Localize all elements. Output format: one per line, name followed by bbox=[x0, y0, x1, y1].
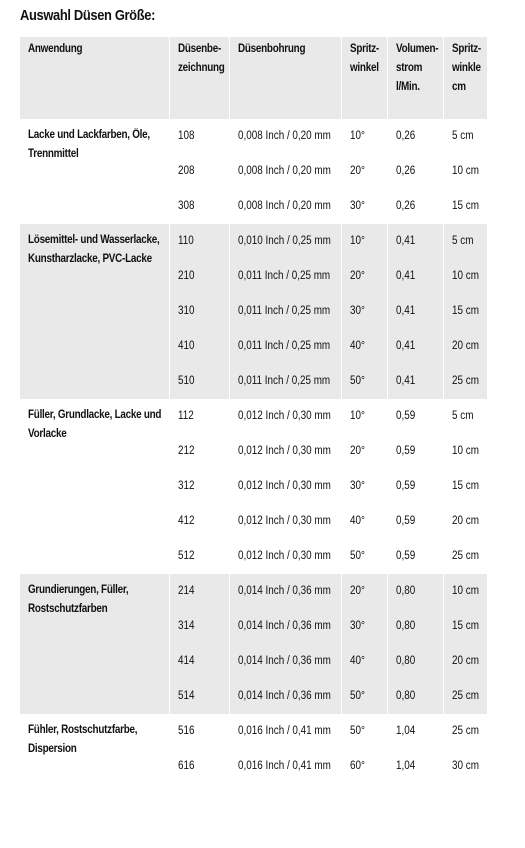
anwendung-text: Lacke und Lackfarben, Öle, Trennmittel bbox=[28, 129, 150, 160]
cell-duesenbezeichnung-text: 210 bbox=[177, 270, 195, 282]
cell-volumenstrom bbox=[387, 609, 443, 644]
cell-volumenstrom bbox=[387, 294, 443, 329]
nozzle-table-container bbox=[20, 37, 487, 784]
cell-duesenbezeichnung bbox=[169, 329, 229, 364]
cell-volumenstrom-text: 0,80 bbox=[395, 655, 415, 667]
cell-spritzwinkle-cm bbox=[443, 399, 487, 434]
cell-spritzwinkle-cm bbox=[443, 224, 487, 259]
cell-spritzwinkle-cm-text: 5 cm bbox=[451, 235, 473, 247]
cell-duesenbezeichnung-text: 112 bbox=[177, 410, 194, 422]
cell-duesenbezeichnung bbox=[169, 119, 229, 154]
cell-volumenstrom bbox=[387, 679, 443, 714]
cell-spritzwinkel bbox=[341, 224, 387, 259]
cell-duesenbohrung bbox=[229, 539, 341, 574]
cell-volumenstrom-text: 0,41 bbox=[395, 375, 415, 387]
cell-spritzwinkel bbox=[341, 259, 387, 294]
cell-spritzwinkel bbox=[341, 504, 387, 539]
cell-duesenbohrung bbox=[229, 294, 341, 329]
cell-spritzwinkel bbox=[341, 714, 387, 749]
cell-spritzwinkel bbox=[341, 749, 387, 784]
cell-spritzwinkle-cm-text: 10 cm bbox=[451, 585, 479, 597]
cell-duesenbohrung bbox=[229, 714, 341, 749]
cell-spritzwinkel bbox=[341, 434, 387, 469]
cell-volumenstrom-text: 0,26 bbox=[395, 200, 415, 212]
header-spritzwinkel: Spritz- winkel bbox=[341, 37, 387, 119]
table-row bbox=[20, 224, 487, 259]
table-body bbox=[20, 119, 487, 784]
cell-volumenstrom-text: 0,59 bbox=[395, 410, 415, 422]
cell-duesenbohrung-text: 0,011 Inch / 0,25 mm bbox=[237, 305, 330, 317]
cell-volumenstrom bbox=[387, 189, 443, 224]
cell-spritzwinkel-text: 30° bbox=[349, 620, 365, 632]
cell-spritzwinkel-text: 20° bbox=[349, 445, 365, 457]
cell-duesenbohrung bbox=[229, 329, 341, 364]
cell-duesenbezeichnung bbox=[169, 749, 229, 784]
cell-duesenbohrung-text: 0,014 Inch / 0,36 mm bbox=[237, 620, 331, 632]
cell-duesenbohrung-text: 0,011 Inch / 0,25 mm bbox=[237, 375, 330, 387]
table-header-row bbox=[20, 37, 487, 119]
cell-duesenbohrung-text: 0,011 Inch / 0,25 mm bbox=[237, 340, 330, 352]
cell-spritzwinkle-cm bbox=[443, 469, 487, 504]
cell-spritzwinkle-cm bbox=[443, 714, 487, 749]
cell-volumenstrom bbox=[387, 154, 443, 189]
cell-duesenbohrung-text: 0,008 Inch / 0,20 mm bbox=[237, 200, 331, 212]
cell-spritzwinkle-cm-text: 20 cm bbox=[451, 340, 479, 352]
cell-volumenstrom bbox=[387, 539, 443, 574]
cell-spritzwinkle-cm bbox=[443, 539, 487, 574]
cell-duesenbezeichnung-text: 616 bbox=[177, 760, 195, 772]
cell-spritzwinkel bbox=[341, 294, 387, 329]
cell-duesenbezeichnung bbox=[169, 504, 229, 539]
cell-spritzwinkle-cm bbox=[443, 259, 487, 294]
cell-duesenbezeichnung-text: 412 bbox=[177, 515, 195, 527]
cell-spritzwinkle-cm-text: 20 cm bbox=[451, 515, 479, 527]
table-row bbox=[20, 119, 487, 154]
cell-spritzwinkle-cm-text: 5 cm bbox=[451, 410, 473, 422]
cell-volumenstrom bbox=[387, 119, 443, 154]
cell-duesenbezeichnung-text: 314 bbox=[177, 620, 195, 632]
cell-spritzwinkle-cm-text: 15 cm bbox=[451, 620, 479, 632]
cell-spritzwinkle-cm bbox=[443, 574, 487, 609]
cell-volumenstrom-text: 0,41 bbox=[395, 340, 415, 352]
cell-duesenbezeichnung bbox=[169, 644, 229, 679]
cell-spritzwinkle-cm-text: 25 cm bbox=[451, 375, 479, 387]
cell-volumenstrom-text: 0,59 bbox=[395, 550, 415, 562]
cell-duesenbezeichnung bbox=[169, 224, 229, 259]
cell-spritzwinkel-text: 50° bbox=[349, 725, 365, 737]
cell-spritzwinkel-text: 10° bbox=[349, 130, 365, 142]
cell-spritzwinkle-cm-text: 25 cm bbox=[451, 725, 479, 737]
cell-duesenbezeichnung bbox=[169, 679, 229, 714]
cell-spritzwinkel-text: 40° bbox=[349, 655, 365, 667]
cell-duesenbohrung bbox=[229, 504, 341, 539]
cell-duesenbezeichnung-text: 310 bbox=[177, 305, 195, 317]
cell-duesenbohrung-text: 0,010 Inch / 0,25 mm bbox=[237, 235, 331, 247]
header-spritzwinkle-cm: Spritz- winkle cm bbox=[443, 37, 487, 119]
cell-spritzwinkel-text: 20° bbox=[349, 270, 365, 282]
cell-volumenstrom bbox=[387, 434, 443, 469]
cell-duesenbohrung bbox=[229, 574, 341, 609]
cell-duesenbezeichnung bbox=[169, 434, 229, 469]
anwendung-text: Füller, Grundlacke, Lacke und Vorlacke bbox=[28, 409, 162, 440]
cell-spritzwinkle-cm bbox=[443, 329, 487, 364]
cell-volumenstrom-text: 0,41 bbox=[395, 305, 415, 317]
cell-duesenbohrung bbox=[229, 679, 341, 714]
cell-spritzwinkel-text: 50° bbox=[349, 550, 365, 562]
cell-volumenstrom-text: 0,41 bbox=[395, 235, 415, 247]
cell-volumenstrom-text: 0,59 bbox=[395, 480, 415, 492]
cell-duesenbezeichnung-text: 512 bbox=[177, 550, 195, 562]
cell-spritzwinkel-text: 10° bbox=[349, 235, 365, 247]
cell-volumenstrom bbox=[387, 329, 443, 364]
cell-volumenstrom bbox=[387, 749, 443, 784]
anwendung-text: Grundierungen, Füller, Rostschutzfarben bbox=[28, 584, 129, 615]
cell-spritzwinkel-text: 30° bbox=[349, 305, 365, 317]
cell-duesenbohrung-text: 0,012 Inch / 0,30 mm bbox=[237, 410, 331, 422]
cell-volumenstrom bbox=[387, 504, 443, 539]
cell-duesenbohrung-text: 0,008 Inch / 0,20 mm bbox=[237, 130, 331, 142]
cell-duesenbohrung bbox=[229, 434, 341, 469]
cell-spritzwinkel-text: 20° bbox=[349, 585, 365, 597]
cell-spritzwinkel bbox=[341, 329, 387, 364]
cell-spritzwinkel bbox=[341, 469, 387, 504]
cell-volumenstrom-text: 0,80 bbox=[395, 620, 415, 632]
cell-spritzwinkle-cm-text: 25 cm bbox=[451, 550, 479, 562]
cell-duesenbezeichnung bbox=[169, 399, 229, 434]
cell-duesenbohrung bbox=[229, 749, 341, 784]
cell-spritzwinkel-text: 40° bbox=[349, 340, 365, 352]
cell-duesenbezeichnung-text: 110 bbox=[177, 235, 194, 247]
cell-volumenstrom-text: 1,04 bbox=[395, 760, 415, 772]
cell-spritzwinkel-text: 50° bbox=[349, 375, 365, 387]
cell-duesenbezeichnung-text: 308 bbox=[177, 200, 195, 212]
cell-spritzwinkel-text: 20° bbox=[349, 165, 365, 177]
cell-spritzwinkle-cm bbox=[443, 504, 487, 539]
cell-spritzwinkle-cm bbox=[443, 644, 487, 679]
cell-spritzwinkel bbox=[341, 119, 387, 154]
cell-duesenbohrung-text: 0,014 Inch / 0,36 mm bbox=[237, 690, 331, 702]
cell-duesenbezeichnung-text: 214 bbox=[177, 585, 195, 597]
cell-volumenstrom-text: 0,59 bbox=[395, 445, 415, 457]
cell-duesenbohrung-text: 0,014 Inch / 0,36 mm bbox=[237, 585, 331, 597]
cell-duesenbohrung-text: 0,012 Inch / 0,30 mm bbox=[237, 445, 331, 457]
table-row bbox=[20, 714, 487, 749]
cell-duesenbohrung bbox=[229, 399, 341, 434]
cell-spritzwinkel-text: 30° bbox=[349, 480, 365, 492]
cell-volumenstrom-text: 1,04 bbox=[395, 725, 415, 737]
table-row bbox=[20, 574, 487, 609]
cell-volumenstrom-text: 0,26 bbox=[395, 130, 415, 142]
cell-volumenstrom bbox=[387, 469, 443, 504]
cell-spritzwinkle-cm bbox=[443, 609, 487, 644]
header-volumenstrom: Volumen- strom l/Min. bbox=[387, 37, 443, 119]
cell-duesenbohrung-text: 0,012 Inch / 0,30 mm bbox=[237, 480, 331, 492]
cell-spritzwinkle-cm-text: 15 cm bbox=[451, 200, 479, 212]
cell-volumenstrom bbox=[387, 574, 443, 609]
header-duesenbezeichnung: Düsenbe- zeichnung bbox=[169, 37, 229, 119]
cell-spritzwinkle-cm bbox=[443, 434, 487, 469]
cell-spritzwinkle-cm bbox=[443, 119, 487, 154]
cell-duesenbezeichnung-text: 516 bbox=[177, 725, 195, 737]
cell-duesenbohrung-text: 0,014 Inch / 0,36 mm bbox=[237, 655, 331, 667]
cell-volumenstrom-text: 0,80 bbox=[395, 690, 415, 702]
cell-duesenbohrung bbox=[229, 609, 341, 644]
cell-spritzwinkel bbox=[341, 399, 387, 434]
cell-spritzwinkel bbox=[341, 189, 387, 224]
cell-spritzwinkel bbox=[341, 644, 387, 679]
cell-duesenbezeichnung-text: 108 bbox=[177, 130, 195, 142]
cell-duesenbohrung-text: 0,016 Inch / 0,41 mm bbox=[237, 725, 331, 737]
cell-duesenbezeichnung-text: 212 bbox=[177, 445, 195, 457]
cell-duesenbezeichnung-text: 208 bbox=[177, 165, 195, 177]
cell-spritzwinkle-cm bbox=[443, 154, 487, 189]
cell-duesenbohrung-text: 0,016 Inch / 0,41 mm bbox=[237, 760, 331, 772]
cell-volumenstrom-text: 0,26 bbox=[395, 165, 415, 177]
cell-volumenstrom bbox=[387, 399, 443, 434]
cell-spritzwinkel-text: 50° bbox=[349, 690, 365, 702]
cell-volumenstrom bbox=[387, 644, 443, 679]
nozzle-table bbox=[20, 37, 488, 784]
cell-spritzwinkle-cm-text: 10 cm bbox=[451, 270, 479, 282]
cell-duesenbohrung bbox=[229, 644, 341, 679]
cell-duesenbohrung bbox=[229, 119, 341, 154]
cell-spritzwinkel-text: 30° bbox=[349, 200, 365, 212]
cell-duesenbezeichnung-text: 312 bbox=[177, 480, 195, 492]
cell-duesenbohrung bbox=[229, 224, 341, 259]
cell-duesenbezeichnung bbox=[169, 189, 229, 224]
cell-spritzwinkle-cm-text: 30 cm bbox=[451, 760, 479, 772]
cell-spritzwinkel bbox=[341, 574, 387, 609]
cell-spritzwinkle-cm bbox=[443, 189, 487, 224]
cell-spritzwinkle-cm-text: 25 cm bbox=[451, 690, 479, 702]
cell-duesenbezeichnung bbox=[169, 609, 229, 644]
cell-duesenbezeichnung bbox=[169, 469, 229, 504]
cell-spritzwinkel-text: 60° bbox=[349, 760, 365, 772]
cell-duesenbezeichnung-text: 510 bbox=[177, 375, 195, 387]
cell-duesenbohrung bbox=[229, 259, 341, 294]
cell-volumenstrom bbox=[387, 364, 443, 399]
cell-volumenstrom bbox=[387, 224, 443, 259]
cell-anwendung bbox=[20, 399, 169, 574]
anwendung-text: Fühler, Rostschutzfarbe, Dispersion bbox=[28, 724, 138, 755]
cell-duesenbohrung bbox=[229, 189, 341, 224]
cell-spritzwinkel bbox=[341, 364, 387, 399]
cell-spritzwinkle-cm-text: 15 cm bbox=[451, 480, 479, 492]
cell-duesenbezeichnung bbox=[169, 574, 229, 609]
cell-duesenbezeichnung-text: 514 bbox=[177, 690, 195, 702]
cell-duesenbohrung-text: 0,008 Inch / 0,20 mm bbox=[237, 165, 331, 177]
cell-duesenbohrung-text: 0,012 Inch / 0,30 mm bbox=[237, 550, 331, 562]
anwendung-text: Lösemittel- und Wasserlacke, Kunstharzlacke, PVC-Lacke bbox=[28, 234, 160, 265]
cell-spritzwinkel-text: 10° bbox=[349, 410, 365, 422]
page-title: Auswahl Düsen Größe: bbox=[20, 7, 156, 24]
cell-volumenstrom-text: 0,41 bbox=[395, 270, 415, 282]
cell-spritzwinkle-cm bbox=[443, 679, 487, 714]
cell-anwendung bbox=[20, 224, 169, 399]
cell-spritzwinkel bbox=[341, 609, 387, 644]
cell-spritzwinkle-cm bbox=[443, 749, 487, 784]
cell-spritzwinkle-cm-text: 5 cm bbox=[451, 130, 473, 142]
cell-spritzwinkel bbox=[341, 539, 387, 574]
header-anwendung: Anwendung bbox=[20, 37, 169, 119]
cell-spritzwinkle-cm bbox=[443, 364, 487, 399]
cell-anwendung bbox=[20, 119, 169, 224]
cell-duesenbezeichnung bbox=[169, 154, 229, 189]
cell-duesenbohrung-text: 0,011 Inch / 0,25 mm bbox=[237, 270, 330, 282]
cell-spritzwinkle-cm-text: 20 cm bbox=[451, 655, 479, 667]
header-duesenbohrung: Düsenbohrung bbox=[229, 37, 341, 119]
cell-duesenbohrung-text: 0,012 Inch / 0,30 mm bbox=[237, 515, 331, 527]
cell-volumenstrom-text: 0,80 bbox=[395, 585, 415, 597]
cell-duesenbezeichnung bbox=[169, 714, 229, 749]
cell-spritzwinkle-cm-text: 10 cm bbox=[451, 445, 479, 457]
cell-spritzwinkle-cm-text: 15 cm bbox=[451, 305, 479, 317]
cell-duesenbezeichnung-text: 414 bbox=[177, 655, 195, 667]
cell-anwendung bbox=[20, 574, 169, 714]
cell-spritzwinkle-cm-text: 10 cm bbox=[451, 165, 479, 177]
cell-spritzwinkel-text: 40° bbox=[349, 515, 365, 527]
cell-spritzwinkle-cm bbox=[443, 294, 487, 329]
cell-anwendung bbox=[20, 714, 169, 784]
cell-duesenbohrung bbox=[229, 154, 341, 189]
cell-volumenstrom-text: 0,59 bbox=[395, 515, 415, 527]
cell-spritzwinkel bbox=[341, 679, 387, 714]
cell-duesenbezeichnung bbox=[169, 259, 229, 294]
cell-spritzwinkel bbox=[341, 154, 387, 189]
cell-duesenbohrung bbox=[229, 469, 341, 504]
cell-duesenbezeichnung bbox=[169, 364, 229, 399]
cell-duesenbohrung bbox=[229, 364, 341, 399]
cell-duesenbezeichnung bbox=[169, 294, 229, 329]
cell-duesenbezeichnung bbox=[169, 539, 229, 574]
cell-duesenbezeichnung-text: 410 bbox=[177, 340, 195, 352]
cell-volumenstrom bbox=[387, 259, 443, 294]
cell-volumenstrom bbox=[387, 714, 443, 749]
table-row bbox=[20, 399, 487, 434]
